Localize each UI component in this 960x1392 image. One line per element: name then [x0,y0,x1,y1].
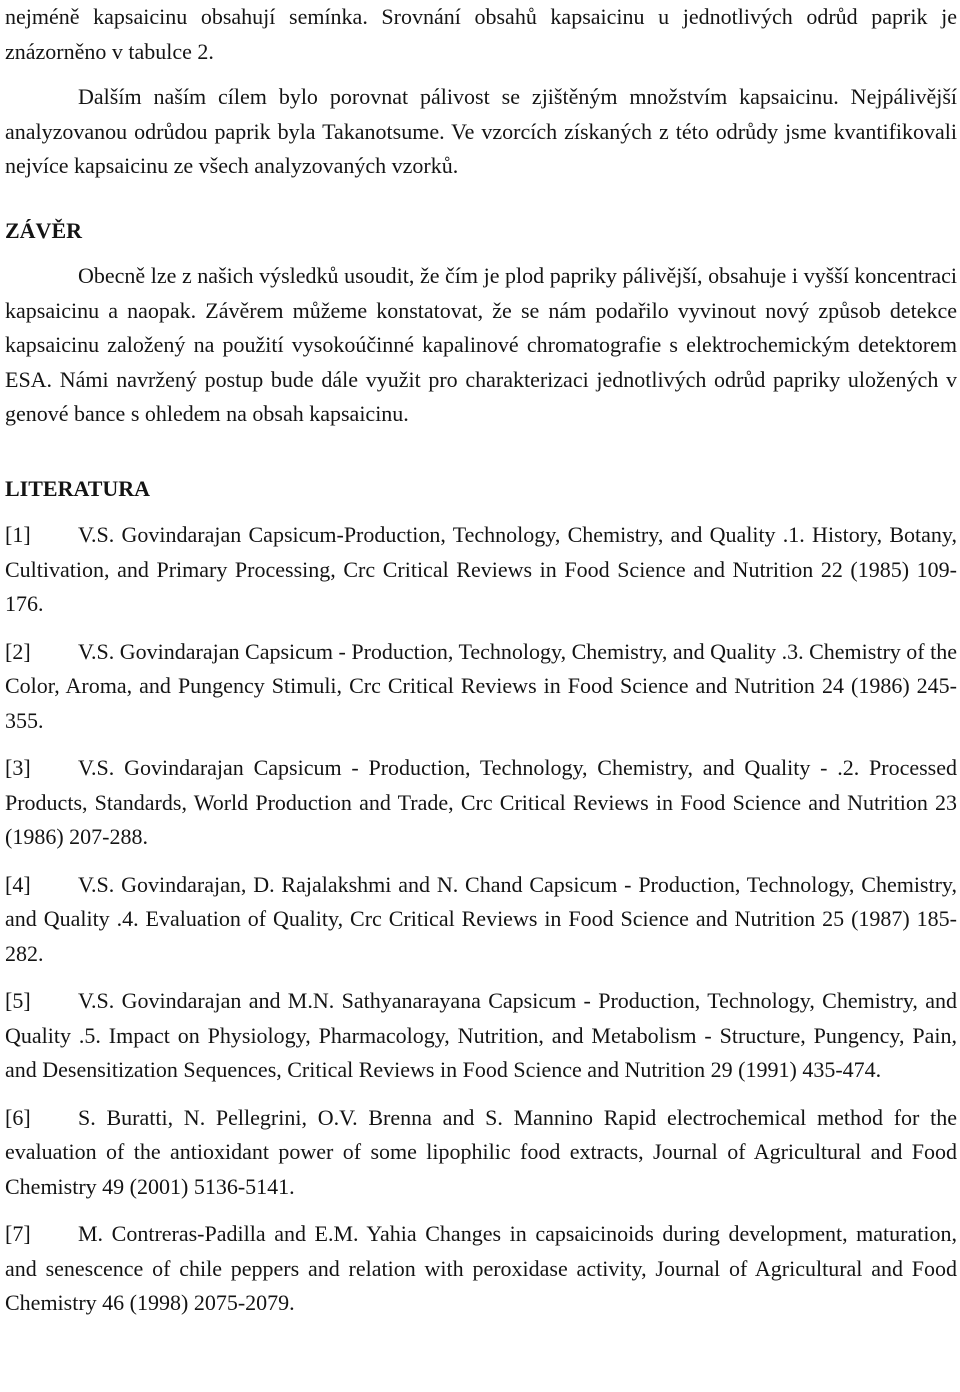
document-page [5,0,957,1321]
reference-text: V.S. Govindarajan Capsicum - Production, Technology, Chemistry, and Quality .3. Chemistry of the Color, Aroma, and Pungency Stimuli, Crc Critical Reviews in Food Science and Nutrition 24 (1986) 245-355. [5,638,957,733]
reference-number: [6] [5,1104,31,1130]
paragraph-pungency-comparison: Dalším naším cílem bylo porovnat pálivost se zjištěným množstvím kapsaicinu. Nejpálivější analyzovanou odrůdou paprik byla Takanotsume. Ve vzorcích získaných z této odrůdy jsme kvantifikovali nejvíce kapsaicinu ze všech analyzovaných vzorků. [5,84,957,178]
reference-text: M. Contreras-Padilla and E.M. Yahia Changes in capsaicinoids during development, maturation, and senescence of chile peppers and relation with peroxidase activity, Journal of Agricultural and Food Chemistry 46 (1998) 2075-2079. [5,1221,957,1315]
conclusion-heading: ZÁVĚR [5,217,83,243]
reference-text: V.S. Govindarajan, D. Rajalakshmi and N. Chand Capsicum - Production, Technology, Chemistry, and Quality .4. Evaluation of Quality, Crc Critical Reviews in Food Science and Nutrition 25 (1987) 185-282. [5,871,957,966]
literature-heading: LITERATURA [5,475,151,501]
reference-number: [7] [5,1221,31,1246]
reference-item [5,635,957,739]
reference-text: V.S. Govindarajan Capsicum - Production, Technology, Chemistry, and Quality - .2. Processed Products, Standards, World Production and Trade, Crc Critical Reviews in Food Science and Nutrition 23 (1986) 207-288. [5,755,957,849]
reference-item [5,1101,957,1205]
reference-item [5,751,957,855]
reference-number: [5] [5,988,31,1013]
paragraph-seeds-comparison: nejméně kapsaicinu obsahují semínka. Srovnání obsahů kapsaicinu u jednotlivých odrůd paprik je znázorněno v tabulce 2. [5,4,957,64]
conclusion-paragraph: Obecně lze z našich výsledků usoudit, že čím je plod papriky pálivější, obsahuje i vyšší koncentraci kapsaicinu a naopak. Závěrem můžeme konstatovat, že se nám podařilo vyvinout nový způsob detekce kapsaicinu založený na použití vysokoúčinné kapalinové chromatografie s elektrochemickým detektorem ESA. Námi navržený postup bude dále využit pro charakterizaci jednotlivých odrůd papriky uložených v genové bance s ohledem na obsah kapsaicinu. [5,263,957,426]
reference-text: V.S. Govindarajan Capsicum-Production, Technology, Chemistry, and Quality .1. History, Botany, Cultivation, and Primary Processing, Crc Critical Reviews in Food Science and Nutrition 22 (1985) 109-176. [5,522,957,616]
reference-item [5,984,957,1088]
reference-text: V.S. Govindarajan and M.N. Sathyanarayana Capsicum - Production, Technology, Chemistry, and Quality .5. Impact on Physiology, Pharmacology, Nutrition, and Metabolism - Structure, Pungency, Pain, and Desensitization Sequences, Critical Reviews in Food Science and Nutrition 29 (1991) 435-474. [5,988,957,1082]
reference-item [5,518,957,622]
reference-number: [3] [5,755,31,780]
reference-text: S. Buratti, N. Pellegrini, O.V. Brenna and S. Mannino Rapid electrochemical method for the evaluation of the antioxidant power of some lipophilic food extracts, Journal of Agricultural and Food Chemistry 49 (2001) 5136-5141. [5,1104,957,1199]
reference-number: [4] [5,871,31,897]
reference-number: [2] [5,638,31,664]
reference-number: [1] [5,522,31,547]
reference-list [5,518,957,1321]
reference-item [5,1217,957,1321]
reference-item [5,868,957,972]
